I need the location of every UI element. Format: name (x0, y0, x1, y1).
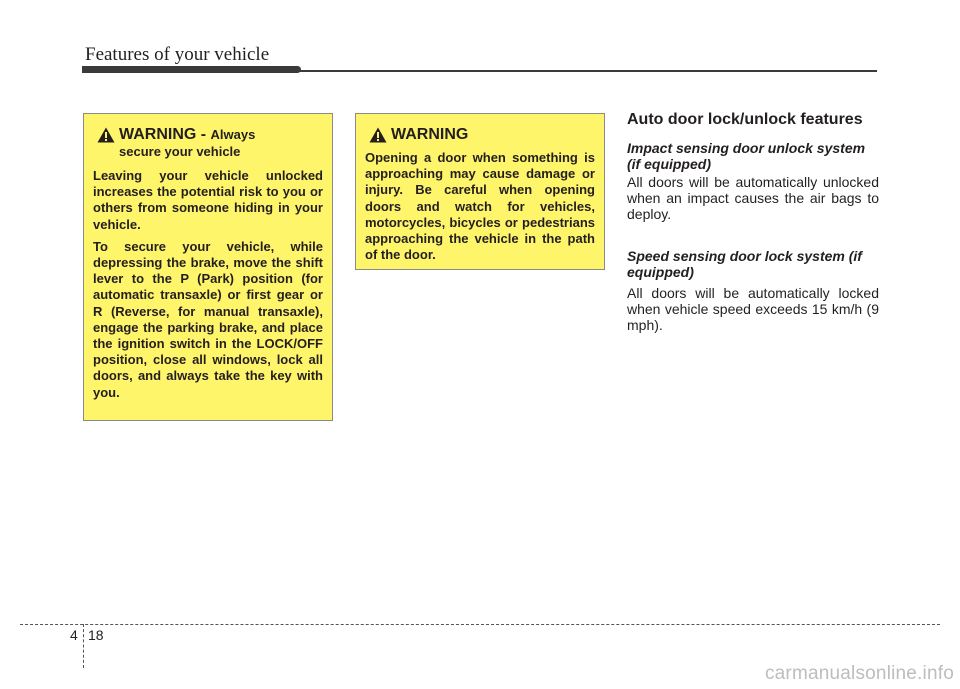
warning-box-secure-vehicle (83, 113, 333, 421)
body-speed-sensing: All doors will be automatically locked when vehicle speed exceeds 15 km/h (9 mph). (627, 285, 879, 333)
page-header-title: Features of your vehicle (85, 44, 270, 65)
header-rule (296, 70, 877, 72)
warning-triangle-icon (369, 127, 387, 143)
warning-heading-sub2: secure your vehicle (119, 144, 241, 159)
subheading-speed-sensing: Speed sensing door lock system (if equipped) (627, 248, 862, 280)
warning-triangle-icon (97, 127, 115, 143)
warning-heading-label: WARNING (391, 126, 469, 143)
footer-rule (20, 624, 940, 625)
warning-paragraph: Leaving your vehicle unlocked increases the potential risk to you or others from someone hiding in your vehicle. (93, 168, 323, 232)
body-impact-sensing: All doors will be automatically unlocked when an impact causes the air bags to deploy. (627, 174, 879, 222)
subheading-impact-sensing: Impact sensing door unlock system (if equipped) (627, 140, 866, 172)
watermark: carmanualsonline.info (764, 663, 954, 684)
footer-divider (83, 624, 84, 668)
page-number: 18 (88, 627, 104, 643)
warning-paragraph: Opening a door when something is approaching may cause damage or injury. Be careful when opening doors and watch for vehicles, motorcycles, bicycles or pedestrians approaching the vehicle in the path of the door. (365, 150, 595, 263)
warning-box-door-opening (355, 113, 605, 270)
warning-heading-sub: Always (210, 127, 256, 142)
warning-heading (93, 126, 323, 160)
warning-paragraph: To secure your vehicle, while depressing the brake, move the shift lever to the P (Park) position (for automatic transaxle) or first gear or R (Reverse, for manual transaxle), engage the parking brake, and place the ignition switch in the LOCK/OFF position, close all windows, lock all doors, and always take the key with you. (93, 238, 323, 400)
page-chapter-number: 4 (70, 627, 78, 643)
warning-heading (365, 126, 595, 144)
warning-heading-label: WARNING - (119, 126, 211, 143)
header-bar (82, 66, 301, 73)
section-title: Auto door lock/unlock features (627, 111, 863, 128)
